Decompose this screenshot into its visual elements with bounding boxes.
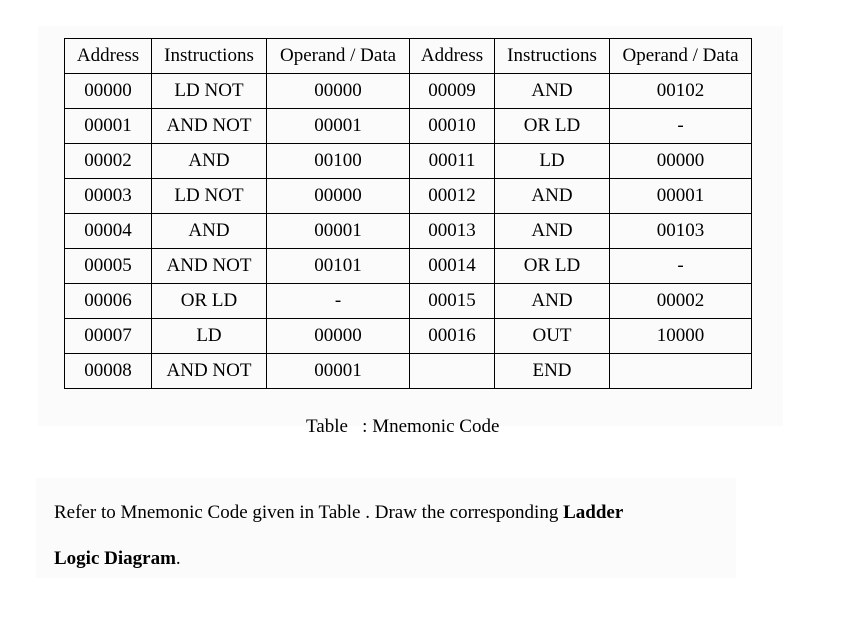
cell-instruction: OUT	[495, 319, 610, 354]
cell-address: 00001	[65, 109, 152, 144]
cell-address: 00006	[65, 284, 152, 319]
cell-address: 00010	[410, 109, 495, 144]
cell-operand: 00001	[610, 179, 752, 214]
cell-address	[410, 354, 495, 389]
cell-operand: 00001	[267, 214, 410, 249]
cell-operand: 00000	[267, 74, 410, 109]
question-end: .	[175, 548, 181, 569]
cell-instruction: AND	[495, 284, 610, 319]
cell-address: 00002	[65, 144, 152, 179]
cell-operand: -	[610, 109, 752, 144]
cell-instruction: OR LD	[495, 249, 610, 284]
cell-instruction: LD	[495, 144, 610, 179]
cell-instruction: OR LD	[495, 109, 610, 144]
cell-address: 00004	[65, 214, 152, 249]
cell-instruction: LD	[152, 319, 267, 354]
cell-operand	[610, 354, 752, 389]
header-address: Address	[65, 39, 152, 74]
cell-instruction: AND NOT	[152, 354, 267, 389]
cell-operand: 00103	[610, 214, 752, 249]
cell-operand: 00101	[267, 249, 410, 284]
cell-instruction: AND	[495, 179, 610, 214]
cell-address: 00005	[65, 249, 152, 284]
cell-operand: 00000	[267, 319, 410, 354]
table-header-row	[65, 39, 752, 74]
table-row	[65, 74, 752, 109]
cell-address: 00008	[65, 354, 152, 389]
cell-instruction: AND	[152, 214, 267, 249]
cell-instruction: AND	[495, 214, 610, 249]
cell-operand: 10000	[610, 319, 752, 354]
cell-operand: 00001	[267, 109, 410, 144]
cell-address: 00011	[410, 144, 495, 179]
header-operand-data-2: Operand / Data	[610, 39, 752, 74]
cell-instruction: LD NOT	[152, 74, 267, 109]
cell-address: 00015	[410, 284, 495, 319]
cell-operand: 00000	[610, 144, 752, 179]
cell-address: 00009	[410, 74, 495, 109]
cell-instruction: AND	[495, 74, 610, 109]
table-row	[65, 284, 752, 319]
cell-operand: -	[610, 249, 752, 284]
header-address-2: Address	[410, 39, 495, 74]
table-row	[65, 109, 752, 144]
question-text: Refer to Mnemonic Code given in Table . Draw the corresponding	[54, 502, 564, 523]
cell-address: 00012	[410, 179, 495, 214]
table-row	[65, 179, 752, 214]
cell-instruction: LD NOT	[152, 179, 267, 214]
cell-address: 00013	[410, 214, 495, 249]
table-row	[65, 214, 752, 249]
cell-instruction: AND NOT	[152, 109, 267, 144]
cell-instruction: AND NOT	[152, 249, 267, 284]
table-caption: Table : Mnemonic Code	[306, 416, 500, 437]
question-paragraph	[54, 490, 734, 582]
header-operand-data: Operand / Data	[267, 39, 410, 74]
question-bold-ladder: Ladder	[563, 502, 624, 523]
table-row	[65, 249, 752, 284]
header-instructions-2: Instructions	[495, 39, 610, 74]
cell-instruction: OR LD	[152, 284, 267, 319]
cell-operand: 00100	[267, 144, 410, 179]
cell-address: 00000	[65, 74, 152, 109]
cell-operand: 00102	[610, 74, 752, 109]
header-instructions: Instructions	[152, 39, 267, 74]
cell-operand: 00000	[267, 179, 410, 214]
cell-address: 00007	[65, 319, 152, 354]
cell-operand: -	[267, 284, 410, 319]
cell-address: 00003	[65, 179, 152, 214]
table-row	[65, 354, 752, 389]
mnemonic-code-table	[64, 38, 752, 389]
question-bold-logic-diagram: Logic Diagram	[54, 548, 176, 569]
cell-address: 00014	[410, 249, 495, 284]
cell-operand: 00001	[267, 354, 410, 389]
cell-instruction: END	[495, 354, 610, 389]
table-row	[65, 144, 752, 179]
cell-instruction: AND	[152, 144, 267, 179]
cell-address: 00016	[410, 319, 495, 354]
table-row	[65, 319, 752, 354]
cell-operand: 00002	[610, 284, 752, 319]
